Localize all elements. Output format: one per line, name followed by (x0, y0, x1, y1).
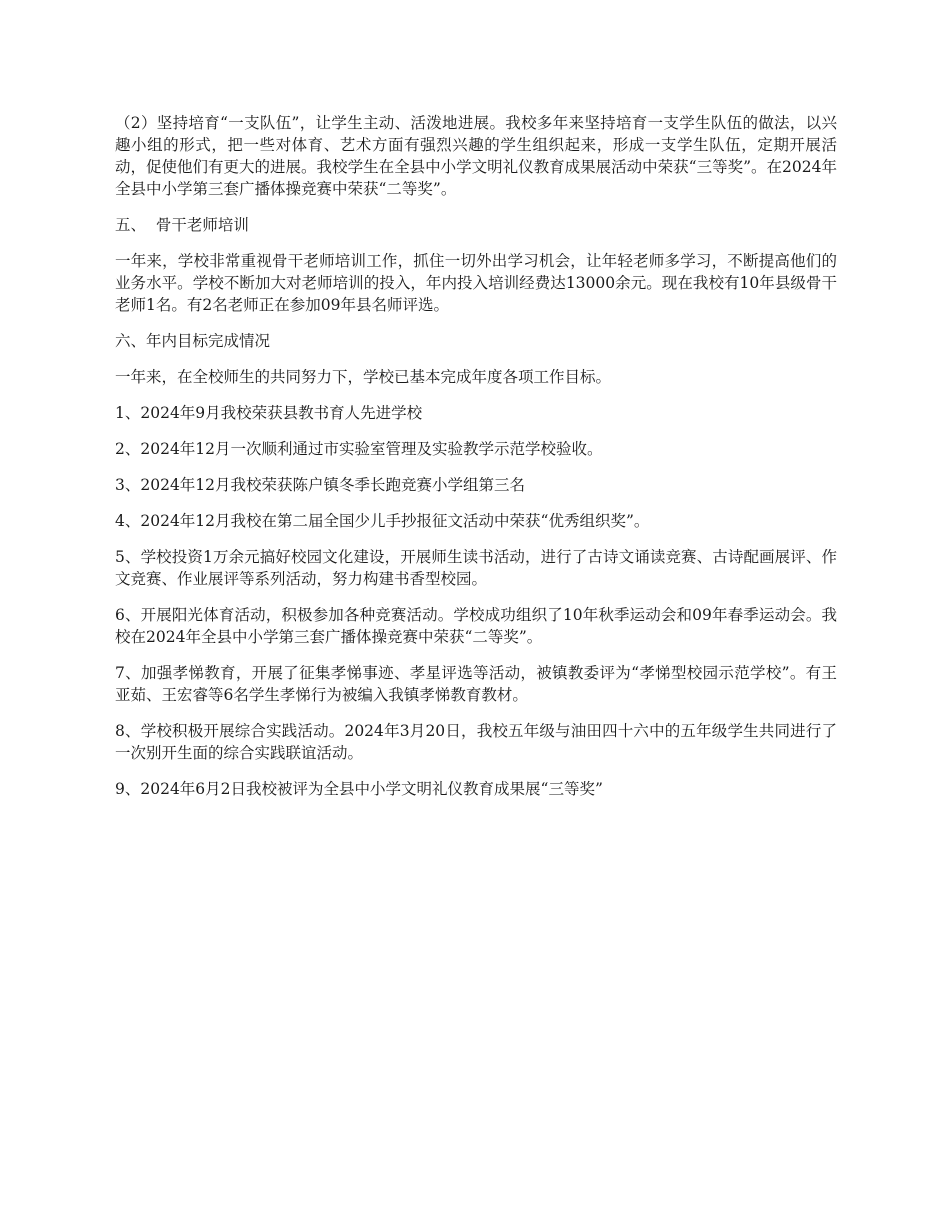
list-item: 2、2024年12月一次顺利通过市实验室管理及实验教学示范学校验收。 (115, 440, 603, 458)
list-item: 5、学校投资1万余元搞好校园文化建设，开展师生读书活动，进行了古诗文诵读竞赛、古诗配画展评、作文竞赛、作业展评等系列活动，努力构建书香型校园。 (115, 548, 837, 588)
list-item: 9、2024年6月2日我校被评为全县中小学文明礼仪教育成果展“三等奖” (115, 780, 603, 798)
document-body (115, 112, 837, 814)
paragraph-annual-goals: 一年来，在全校师生的共同努力下，学校已基本完成年度各项工作目标。 (115, 368, 612, 386)
list-item: 6、开展阳光体育活动，积极参加各种竞赛活动。学校成功组织了10年秋季运动会和09年春季运动会。我校在2024年全县中小学第三套广播体操竞赛中荣获“二等奖”。 (115, 606, 837, 646)
list-item: 3、2024年12月我校荣获陈户镇冬季长跑竞赛小学组第三名 (115, 476, 526, 494)
section-heading-annual-goals: 六、年内目标完成情况 (115, 332, 271, 350)
paragraph-teacher-training: 一年来，学校非常重视骨干老师培训工作，抓住一切外出学习机会，让年轻老师多学习，不断提高他们的业务水平。学校不断加大对老师培训的投入，年内投入培训经费达13000余元。现在我校有10年县级骨干老师1名。有2名老师正在参加09年县名师评选。 (115, 252, 837, 314)
list-item: 4、2024年12月我校在第二届全国少儿手抄报征文活动中荣获“优秀组织奖”。 (115, 512, 650, 530)
list-item: 8、学校积极开展综合实践活动。2024年3月20日，我校五年级与油田四十六中的五年级学生共同进行了一次别开生面的综合实践联谊活动。 (115, 722, 837, 762)
paragraph-team-building: （2）坚持培育“一支队伍”，让学生主动、活泼地进展。我校多年来坚持培育一支学生队伍的做法，以兴趣小组的形式，把一些对体育、艺术方面有强烈兴趣的学生组织起来，形成一支学生队伍，定期开展活动，促使他们有更大的进展。我校学生在全县中小学文明礼仪教育成果展活动中荣获“三等奖”。在2024年全县中小学第三套广播体操竞赛中荣获“二等奖”。 (115, 114, 837, 198)
section-heading-teacher-training: 五、 骨干老师培训 (115, 216, 249, 234)
list-item: 7、加强孝悌教育，开展了征集孝悌事迹、孝星评选等活动，被镇教委评为“孝悌型校园示范学校”。有王亚茹、王宏睿等6名学生孝悌行为被编入我镇孝悌教育教材。 (115, 664, 837, 704)
list-item: 1、2024年9月我校荣获县教书育人先进学校 (115, 404, 423, 422)
